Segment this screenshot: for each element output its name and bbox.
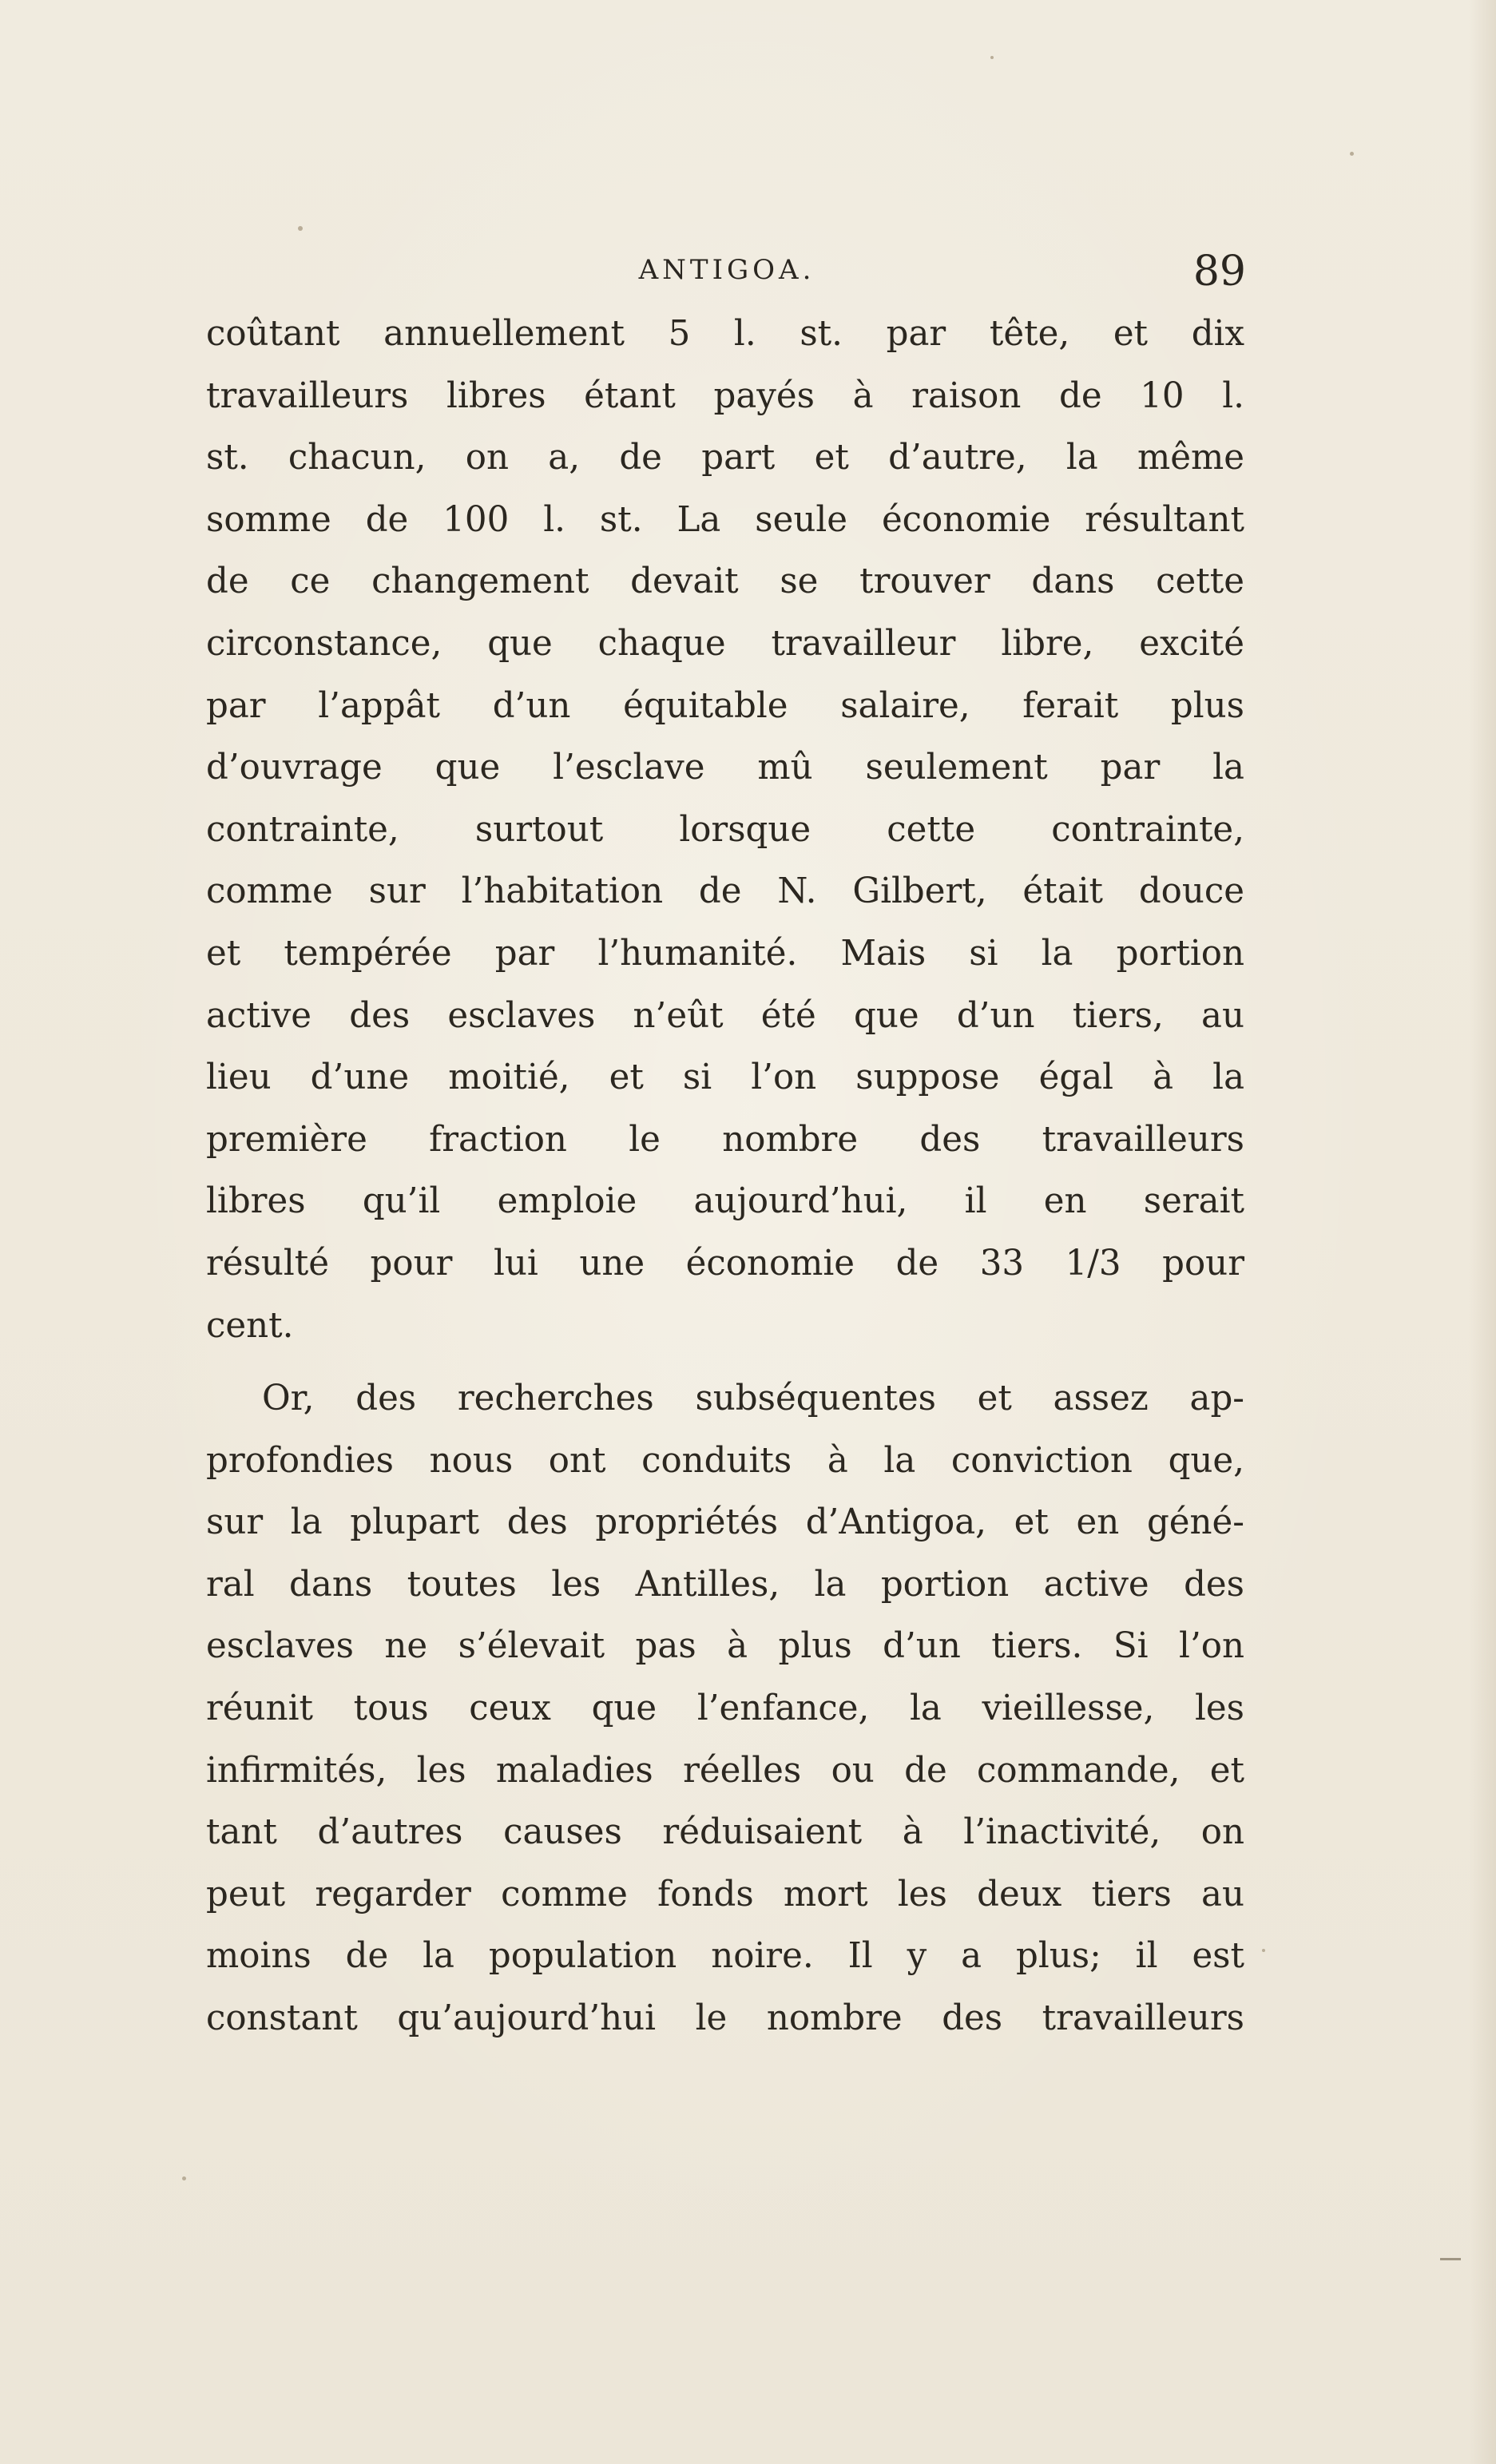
running-title: ANTIGOA. bbox=[638, 254, 815, 286]
paper-speck bbox=[182, 2176, 186, 2180]
text-line: résulté pour lui une économie de 33 1/3 pour bbox=[206, 1243, 1244, 1284]
text-line: Or, des recherches subséquentes et assez ap- bbox=[262, 1379, 1244, 1419]
text-line: de ce changement devait se trouver dans cette bbox=[206, 561, 1244, 602]
text-line: comme sur l’habitation de N. Gilbert, était douce bbox=[206, 871, 1244, 912]
page-header bbox=[208, 248, 1246, 311]
text-line: cent. bbox=[206, 1305, 294, 1346]
text-line: par l’appât d’un équitable salaire, ferait plus bbox=[206, 685, 1244, 726]
text-line: libres qu’il emploie aujourd’hui, il en serait bbox=[206, 1181, 1244, 1222]
text-line: d’ouvrage que l’esclave mû seulement par la bbox=[206, 748, 1244, 788]
text-line: peut regarder comme fonds mort les deux tiers au bbox=[206, 1874, 1244, 1914]
text-line: st. chacun, on a, de part et d’autre, la même bbox=[206, 438, 1244, 478]
text-line: somme de 100 l. st. La seule économie résultant bbox=[206, 499, 1244, 540]
paper-speck bbox=[298, 226, 303, 231]
text-line: moins de la population noire. Il y a plus; il est bbox=[206, 1936, 1244, 1977]
text-line: tant d’autres causes réduisaient à l’inactivité, on bbox=[206, 1812, 1244, 1853]
text-line: lieu d’une moitié, et si l’on suppose égal à la bbox=[206, 1057, 1244, 1098]
paper-speck bbox=[1350, 152, 1354, 156]
text-line: travailleurs libres étant payés à raison de 10 l. bbox=[206, 375, 1244, 416]
text-line: infirmités, les maladies réelles ou de commande, et bbox=[206, 1750, 1244, 1791]
paper-speck bbox=[1262, 1949, 1265, 1952]
text-line: coûtant annuellement 5 l. st. par tête, et dix bbox=[206, 314, 1244, 354]
text-line: active des esclaves n’eût été que d’un tiers, au bbox=[206, 995, 1244, 1036]
text-line: esclaves ne s’élevait pas à plus d’un tiers. Si l’on bbox=[206, 1626, 1244, 1667]
paper-speck bbox=[990, 56, 994, 59]
text-line: sur la plupart des propriétés d’Antigoa, et en géné- bbox=[206, 1502, 1244, 1543]
body-text bbox=[206, 304, 1244, 2050]
text-line: réunit tous ceux que l’enfance, la vieillesse, les bbox=[206, 1688, 1244, 1729]
text-line: profondies nous ont conduits à la conviction que, bbox=[206, 1440, 1244, 1481]
page-edge-shadow bbox=[1469, 0, 1496, 2464]
text-line: contrainte, surtout lorsque cette contrainte, bbox=[206, 809, 1244, 850]
text-line: et tempérée par l’humanité. Mais si la portion bbox=[206, 933, 1244, 974]
text-line: ral dans toutes les Antilles, la portion active des bbox=[206, 1564, 1244, 1605]
page-number: 89 bbox=[1192, 248, 1246, 296]
text-line: première fraction le nombre des travailleurs bbox=[206, 1119, 1244, 1160]
margin-mark bbox=[1440, 2258, 1461, 2260]
text-line: constant qu’aujourd’hui le nombre des travailleurs bbox=[206, 1998, 1244, 2039]
text-line: circonstance, que chaque travailleur libre, excité bbox=[206, 623, 1244, 664]
